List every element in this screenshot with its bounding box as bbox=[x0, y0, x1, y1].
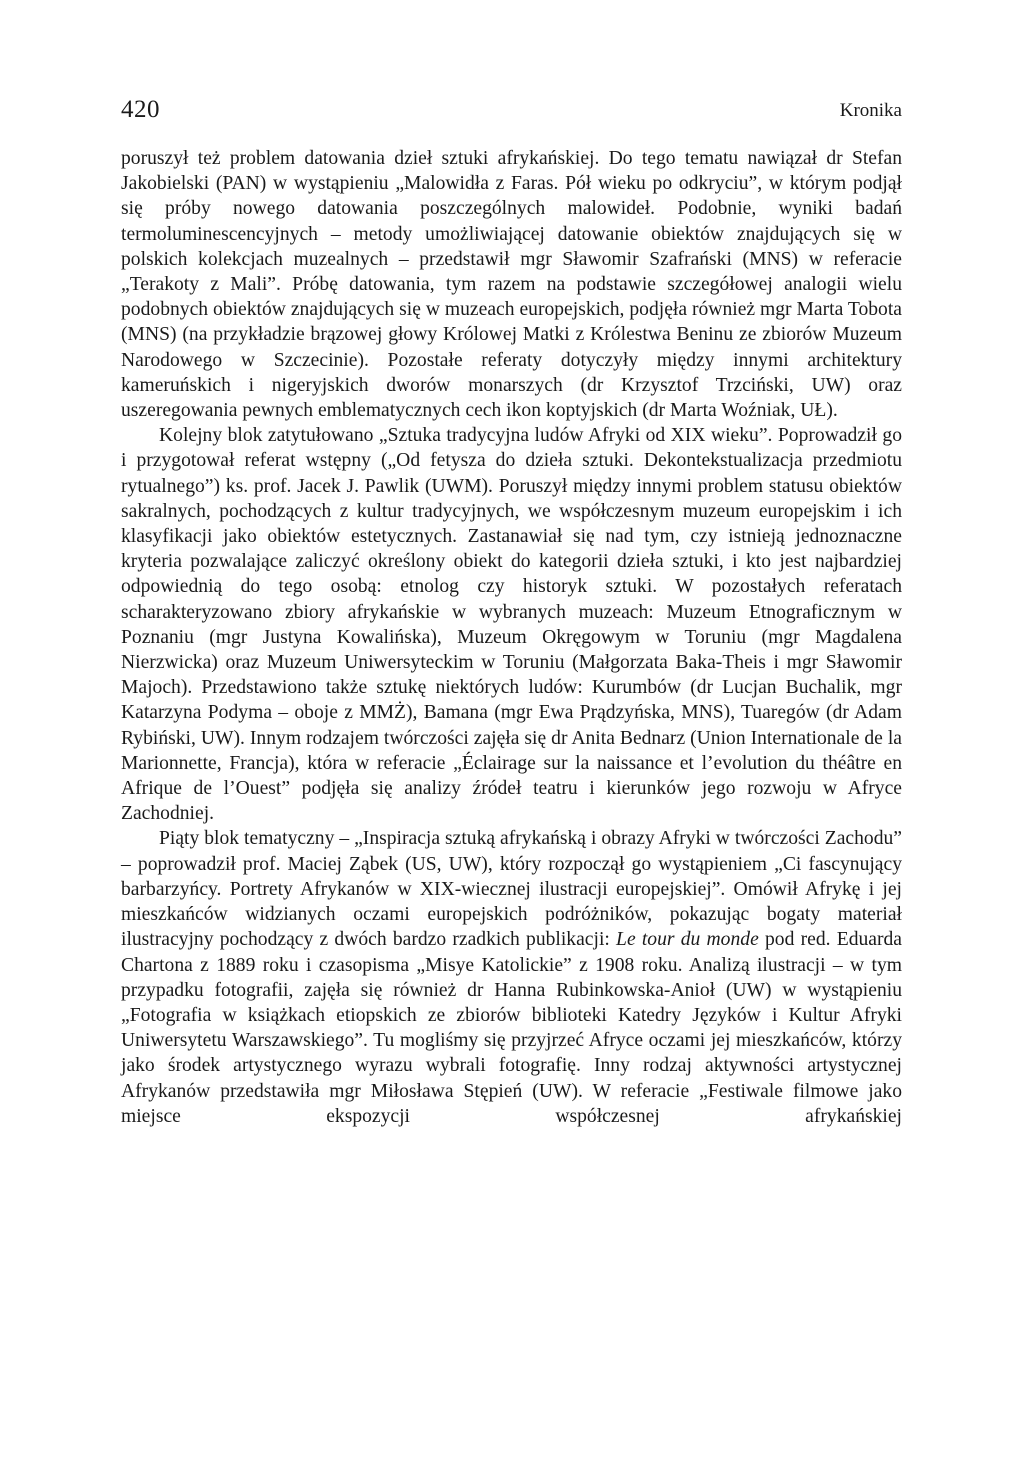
paragraph-3-text-b: pod red. Eduarda Chartona z 1889 roku i czasopisma „Misye Katolickie” z 1908 roku. Analizą ilustracji – w tym przypadku fotografii, zajęła się również dr Hanna Rubinkowska-Anioł (UW) w wystąpieniu „Fotografia w książkach etiopskich ze zbiorów biblioteki Katedry Języków i Kultur Afryki Uniwersytetu Warszawskiego”. Tu mogliśmy się przyjrzeć Afryce oczami jej mieszkańców, którzy jako środek artystycznego wyrazu wybrali fotografię. Inny rodzaj aktywności artystycznej Afrykanów przedstawiła mgr Miłosława Stępień (UW). W referacie „Festiwale filmowe jako miejsce ekspozycji współczesnej afrykańskiej bbox=[121, 929, 902, 1127]
page-number: 420 bbox=[121, 96, 160, 123]
paragraph-3-text-a: Piąty blok tematyczny – „Inspiracja sztuką afrykańską i obrazy Afryki w twórczości Zachodu” – poprowadził prof. Maciej Ząbek (US, UW), który rozpoczął go wystąpieniem „Ci fascynujący barbarzyńcy. Portrety Afrykanów w XIX-wiecznej ilustracji europejskiej”. Omówił Afrykę i jej mieszkańców widzianych oczami europejskich podróżników, pokazując bogaty materiał ilustracyjny pochodzący z dwóch bardzo rzadkich publikacji: bbox=[121, 828, 902, 951]
paragraph-1: poruszył też problem datowania dzieł sztuki afrykańskiej. Do tego tematu nawiązał dr Stefan Jakobielski (PAN) w wystąpieniu „Malowidła z Faras. Pół wieku po odkryciu”, w którym podjął się próby nowego datowania poszczególnych malowideł. Podobnie, wyniki badań termoluminescencyjnych – metody umożliwiającej datowanie obiektów znajdujących się w polskich kolekcjach muzealnych – przedstawił mgr Sławomir Szafrański (MNS) w referacie „Terakoty z Mali”. Próbę datowania, tym razem na podstawie szczegółowej analogii wielu podobnych obiektów znajdujących się w muzeach europejskich, podjęła również mgr Marta Tobota (MNS) (na przykładzie brązowej głowy Królowej Matki z Królestwa Beninu ze zbiorów Muzeum Narodowego w Szczecinie). Pozostałe referaty dotyczyły między innymi architektury kameruńskich i nigeryjskich dworów monarszych (dr Krzysztof Trzciński, UW) oraz uszeregowania pewnych emblematycznych cech ikon koptyjskich (dr Marta Woźniak, UŁ). bbox=[121, 148, 902, 422]
body-text bbox=[121, 146, 902, 1129]
book-title-le-tour-du-monde: Le tour du monde bbox=[616, 929, 759, 951]
paragraph-2: Kolejny blok zatytułowano „Sztuka tradycyjna ludów Afryki od XIX wieku”. Poprowadził go i przygotował referat wstępny („Od fetysza do dzieła sztuki. Dekontekstualizacja przedmiotu rytualnego”) ks. prof. Jacek J. Pawlik (UWM). Poruszył między innymi problem statusu obiektów sakralnych, pochodzących z kultur tradycyjnych, we współczesnym muzeum europejskim i ich klasyfikacji jako obiektów estetycznych. Zastanawiał się nad tym, czy istnieją jednoznaczne kryteria pozwalające zaliczyć określony obiekt do kategorii dzieła sztuki, i kto jest najbardziej odpowiednią do tego osobą: etnolog czy historyk sztuki. W pozostałych referatach scharakteryzowano zbiory afrykańskie w wybranych muzeach: Muzeum Etnograficznym w Poznaniu (mgr Justyna Kowalińska), Muzeum Okręgowym w Toruniu (mgr Magdalena Nierzwicka) oraz Muzeum Uniwersyteckim w Toruniu (Małgorzata Baka-Theis i mgr Sławomir Majoch). Przedstawiono także sztukę niektórych ludów: Kurumbów (dr Lucjan Buchalik, mgr Katarzyna Podyma – oboje z MMŻ), Bamana (mgr Ewa Prądzyńska, MNS), Tuaregów (dr Adam Rybiński, UW). Innym rodzajem twórczości zajęła się dr Anita Bednarz (Union Internationale de la Marionnette, Francja), która w referacie „Éclairage sur la naissance et l’evolution du théâtre en Afrique de l’Ouest” podjęła się analizy źródeł teatru i kierunków jego rozwoju w Afryce Zachodniej. bbox=[121, 425, 902, 825]
paragraph-3 bbox=[121, 826, 902, 1128]
page-header bbox=[121, 94, 902, 130]
running-head: Kronika bbox=[839, 100, 902, 121]
